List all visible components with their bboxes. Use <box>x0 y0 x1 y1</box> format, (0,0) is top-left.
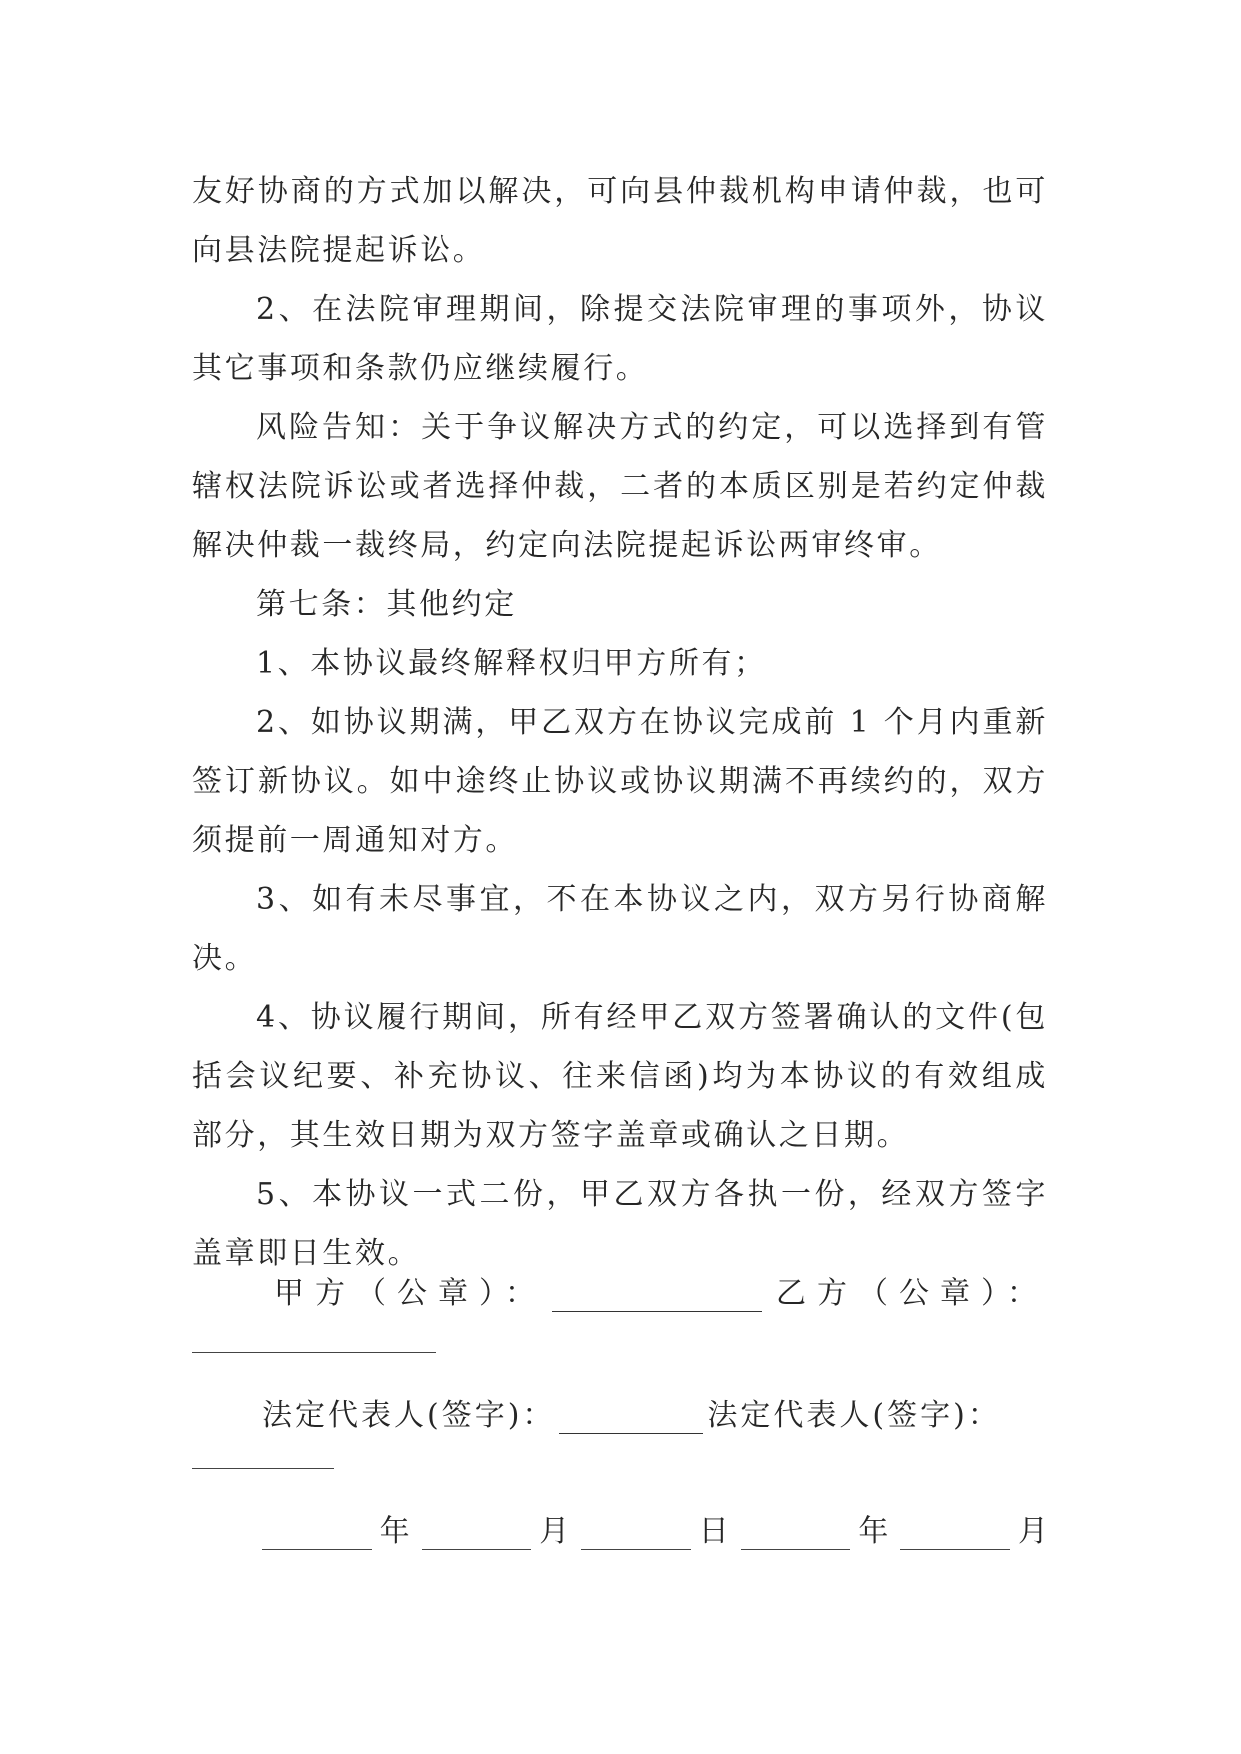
date-b-year-blank <box>741 1519 851 1550</box>
representative-row <box>262 1390 1048 1434</box>
paragraph-clause-4-documents: 4、协议履行期间，所有经甲乙双方签署确认的文件(包括会议纪要、补充协议、往来信函)均为本协议的有效组成部分，其生效日期为双方签字盖章或确认之日期。 <box>192 1000 1048 1153</box>
section-heading-article-7: 第七条：其他约定 <box>256 587 517 622</box>
date-b-year-label: 年 <box>858 1514 889 1549</box>
date-a-year-label: 年 <box>379 1514 410 1549</box>
date-a-day-blank <box>581 1519 691 1550</box>
party-a-seal-blank <box>552 1281 762 1312</box>
party-b-seal-blank <box>192 1352 436 1353</box>
date-row <box>262 1506 1048 1550</box>
paragraph-clause-2-court: 2、在法院审理期间，除提交法院审理的事项外，协议其它事项和条款仍应继续履行。 <box>192 292 1048 386</box>
paragraph-clause-1-interpretation: 1、本协议最终解释权归甲方所有； <box>256 646 767 681</box>
rep-b-blank <box>192 1468 334 1469</box>
paragraph-dispute-resolution-cont: 友好协商的方式加以解决，可向县仲裁机构申请仲裁，也可向县法院提起诉讼。 <box>192 174 1048 268</box>
seal-row <box>192 1268 1048 1312</box>
document-body <box>192 162 1048 1283</box>
party-b-seal-label: 乙方（公章）： <box>776 1276 1048 1311</box>
paragraph-clause-2-renewal: 2、如协议期满，甲乙双方在协议完成前 1 个月内重新签订新协议。如中途终止协议或协议期满不再续约的，双方须提前一周通知对方。 <box>192 705 1048 858</box>
rep-b-label: 法定代表人(签字)： <box>707 1398 1001 1433</box>
date-a-month-label: 月 <box>539 1514 570 1549</box>
party-a-seal-label: 甲方（公章）： <box>274 1276 546 1311</box>
paragraph-clause-5-copies: 5、本协议一式二份，甲乙双方各执一份，经双方签字盖章即日生效。 <box>192 1177 1048 1271</box>
rep-a-blank <box>559 1403 703 1434</box>
date-b-month-blank <box>900 1519 1010 1550</box>
date-b-month-label: 月 <box>1017 1514 1048 1549</box>
date-a-year-blank <box>262 1519 372 1550</box>
date-a-day-label: 日 <box>698 1514 729 1549</box>
paragraph-clause-3-other-matters: 3、如有未尽事宜，不在本协议之内，双方另行协商解决。 <box>192 882 1048 976</box>
date-a-month-blank <box>422 1519 532 1550</box>
rep-a-label: 法定代表人(签字)： <box>262 1398 556 1433</box>
paragraph-risk-notice: 风险告知：关于争议解决方式的约定，可以选择到有管辖权法院诉讼或者选择仲裁，二者的本质区别是若约定仲裁解决仲裁一裁终局，约定向法院提起诉讼两审终审。 <box>192 410 1048 563</box>
